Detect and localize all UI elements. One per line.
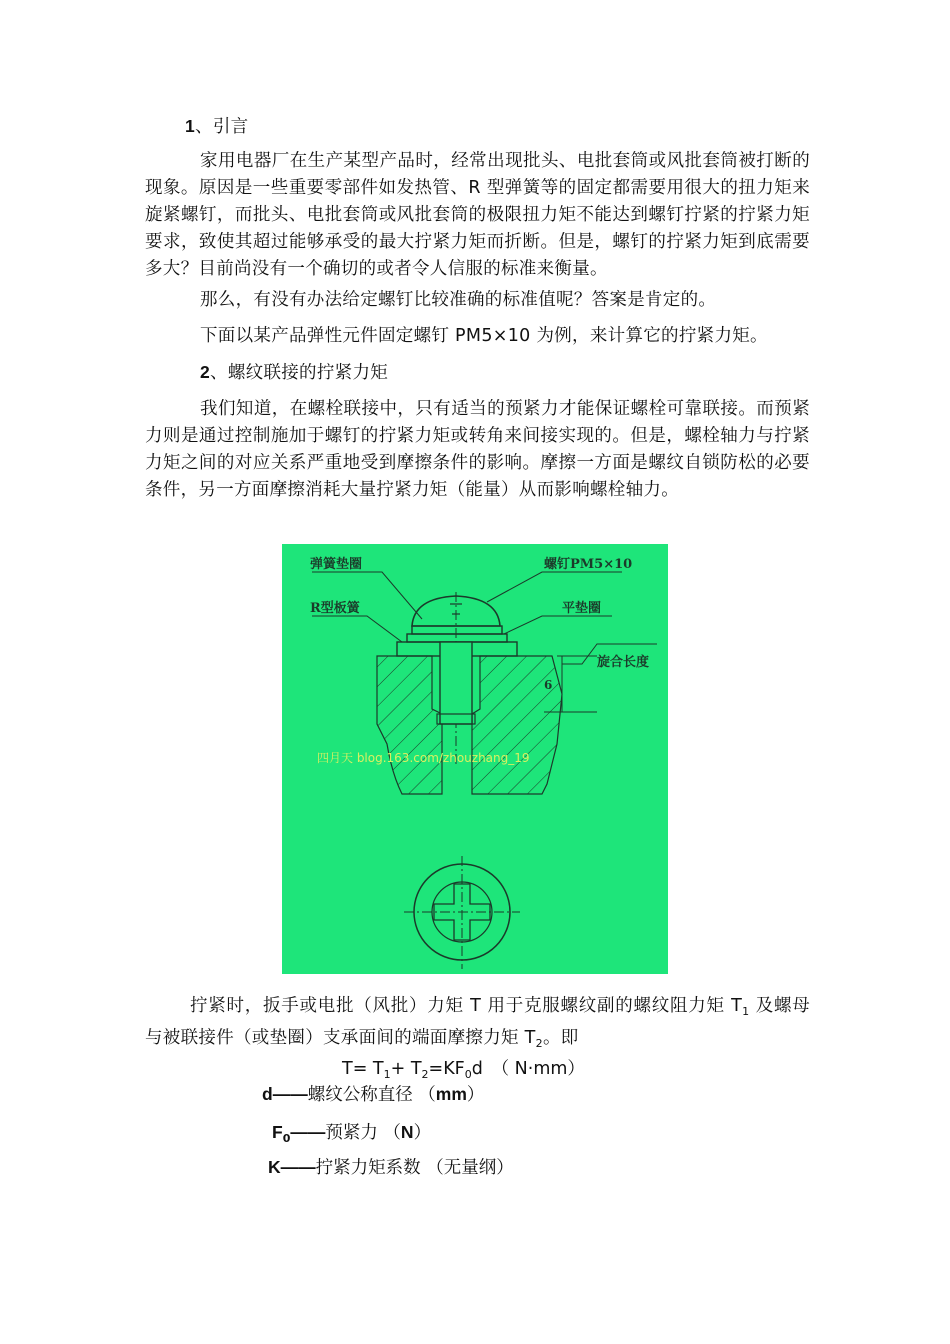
label-r-spring: R型板簧 <box>310 601 360 616</box>
formula-sub3: 0 <box>464 1068 472 1081</box>
watermark: 四月天 blog.163.com/zhouzhang_19 <box>317 751 530 765</box>
section2-title: 、螺纹联接的拧紧力矩 <box>210 363 389 383</box>
leader-flat-washer <box>504 616 612 634</box>
section1-title: 、引言 <box>195 117 249 137</box>
definition-f-dash: —— <box>290 1122 326 1142</box>
definition-d <box>262 1083 484 1106</box>
tightening-sub-b: 2 <box>535 1037 543 1050</box>
formula-sub1: 1 <box>383 1068 391 1081</box>
dimension-value: 6 <box>544 678 553 692</box>
definition-d-unit: mm <box>435 1084 467 1104</box>
formula-part2: + T <box>390 1059 422 1079</box>
spring-washer <box>412 626 502 634</box>
formula-sub2: 2 <box>421 1068 429 1081</box>
definition-d-text: 螺纹公称直径 （ <box>307 1085 436 1105</box>
base-part-left <box>377 656 442 794</box>
definition-f-close: ） <box>413 1123 432 1143</box>
section1-number: 1 <box>185 116 196 136</box>
label-engage-length: 旋合长度 <box>597 655 650 670</box>
tightening-text-b: 及螺母与被联接件（或垫圈）支承面间的端面摩擦力矩 T <box>145 996 811 1048</box>
section2-paragraph-1: 我们知道，在螺栓联接中，只有适当的预紧力才能保证螺栓可靠联接。而预紧力则是通过控制施加于螺钉的拧紧力矩或转角来间接实现的。但是，螺栓轴力与拧紧力矩之间的对应关系严重地受到摩擦条件的影响。摩擦一方面是螺纹自锁防松的必要条件，另一方面摩擦消耗大量拧紧力矩（能量）从而影响螺栓轴力。 <box>145 399 810 500</box>
definition-f0 <box>272 1121 431 1150</box>
leader-screw <box>487 572 622 602</box>
label-screw: 螺钉PM5×10 <box>544 557 633 572</box>
section2-number: 2 <box>200 362 211 382</box>
tightening-paragraph <box>145 993 810 1057</box>
screw-assembly-drawing <box>282 544 668 974</box>
tightening-sub-a: 1 <box>742 1005 750 1018</box>
section1-paragraph-3: 下面以某产品弹性元件固定螺钉 PM5×10 为例，来计算它的拧紧力矩。 <box>200 326 768 346</box>
tightening-text-a: 拧紧时，扳手或电批（风批）力矩 T 用于克服螺纹副的螺纹阻力矩 T <box>190 996 743 1016</box>
tightening-text-c: 。即 <box>542 1028 579 1048</box>
definition-d-symbol: d—— <box>262 1084 308 1104</box>
definition-f-symbol: F <box>272 1122 283 1142</box>
screw-top-view <box>404 856 520 969</box>
definition-f-unit: N <box>400 1122 414 1142</box>
section1-heading <box>185 113 248 141</box>
base-part-right <box>472 656 562 794</box>
section1-paragraph-1: 家用电器厂在生产某型产品时，经常出现批头、电批套筒或风批套筒被打断的现象。原因是一些重要零部件如发热管、R 型弹簧等的固定都需要用很大的扭力矩来旋紧螺钉，而批头、电批套筒或风批套筒的极限扭力矩不能达到螺钉拧紧的拧紧力矩要求，致使其超过能够承受的最大拧紧力矩而折断。但是，螺钉的拧紧力矩到底需要多大？目前尚没有一个确切的或者令人信服的标准来衡量。 <box>145 151 810 279</box>
definition-f-sub: 0 <box>282 1132 291 1145</box>
screw-assembly-figure <box>282 544 668 974</box>
section1-paragraph-2: 那么，有没有办法给定螺钉比较准确的标准值呢？答案是肯定的。 <box>200 290 717 310</box>
leader-r-spring <box>312 616 402 642</box>
label-spring-washer: 弹簧垫圈 <box>310 557 363 572</box>
definition-k <box>268 1156 514 1179</box>
screw-shank <box>440 642 472 724</box>
formula-part3: =KF <box>428 1059 465 1079</box>
definition-k-text: 拧紧力矩系数 （无量纲） <box>315 1158 514 1178</box>
section2-heading <box>200 359 388 387</box>
definition-k-symbol: K—— <box>268 1157 316 1177</box>
formula-part4: d （ N·mm） <box>471 1059 585 1079</box>
formula-part1: T= T <box>342 1059 384 1079</box>
label-flat-washer: 平垫圈 <box>562 601 602 616</box>
definition-d-close: ） <box>466 1085 485 1105</box>
definition-f-text: 预紧力 （ <box>325 1123 401 1143</box>
torque-formula <box>342 1058 585 1086</box>
flat-washer <box>407 634 507 642</box>
